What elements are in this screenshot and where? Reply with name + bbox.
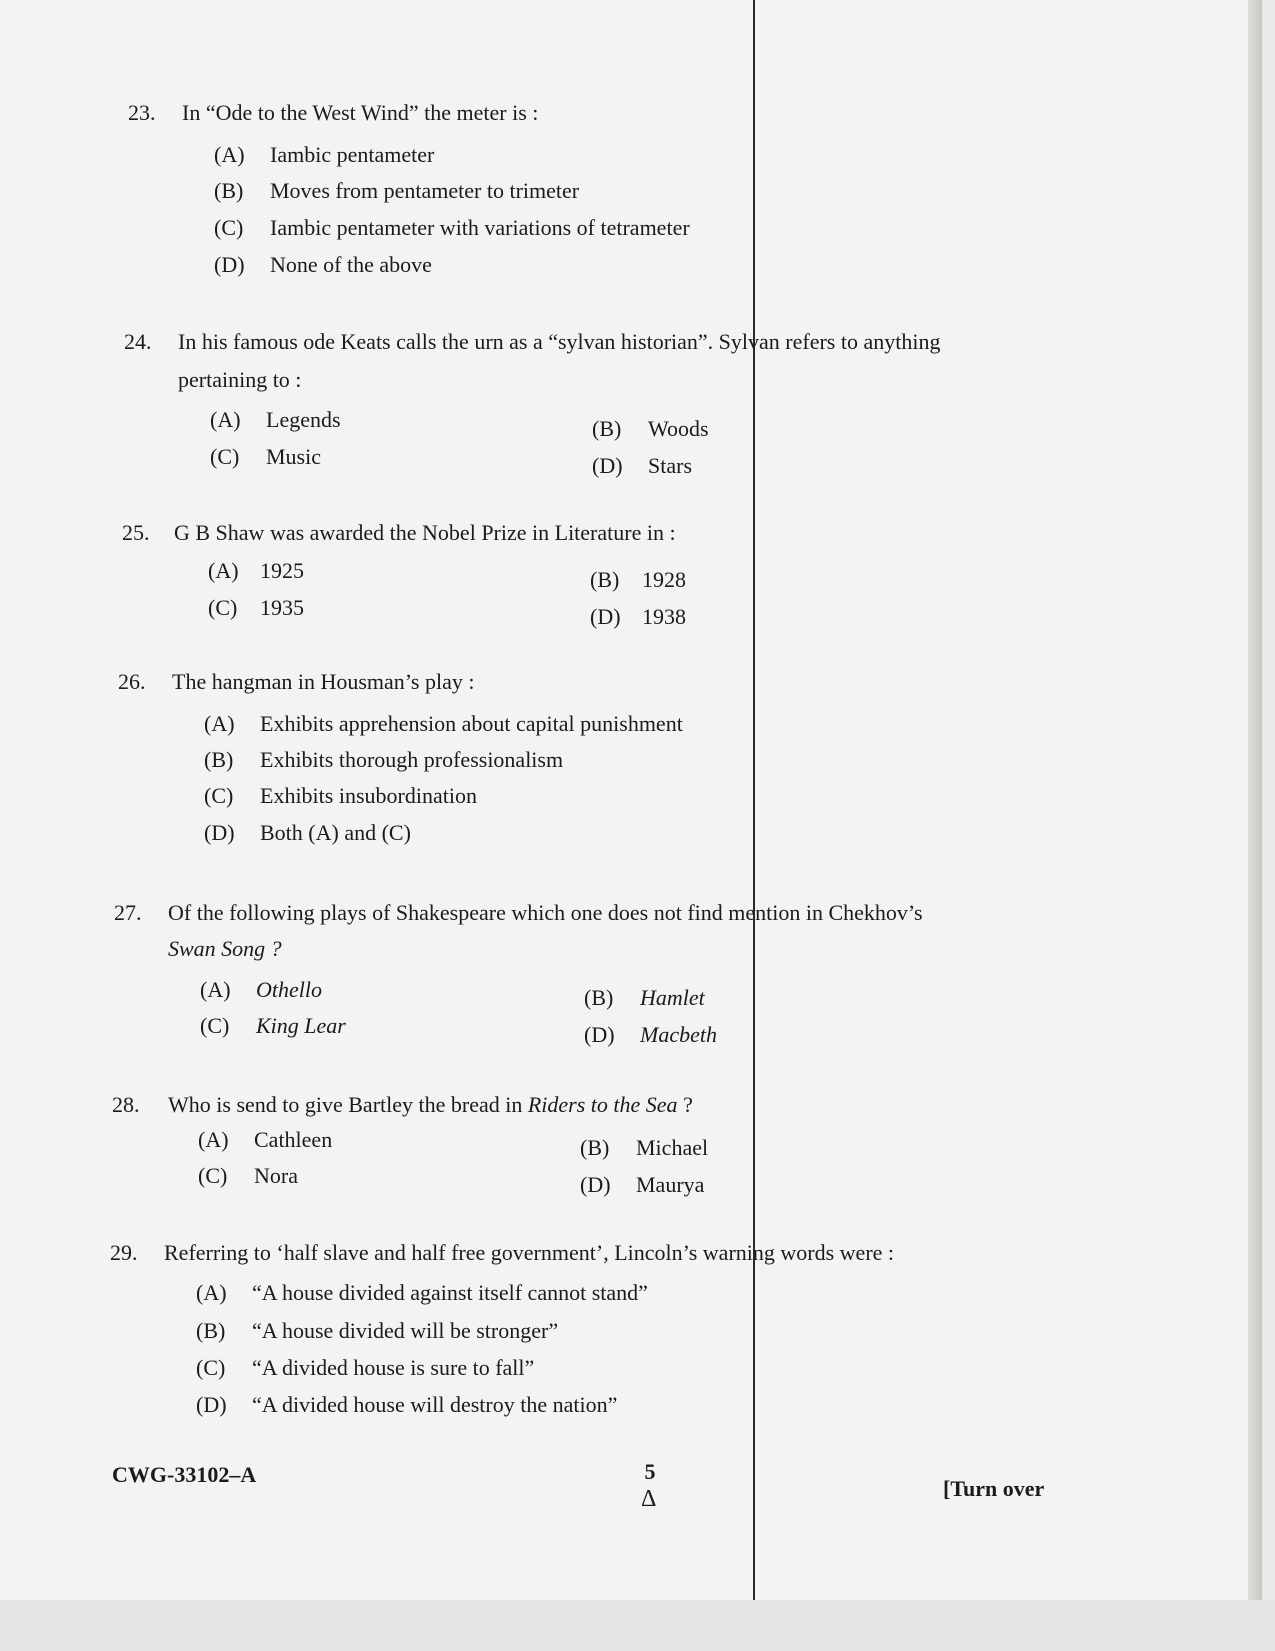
page-number: 5 [644,1459,656,1484]
option-letter: (D) [584,1022,615,1047]
question-number: 28. [112,1092,140,1117]
option-letter: (A) [214,142,245,167]
question-number: 26. [118,669,146,694]
option-text: Exhibits insubordination [260,783,477,808]
question-text: In his famous ode Keats calls the urn as a “sylvan historian”. Sylvan refers to anything [178,329,941,354]
option-letter: (A) [204,711,235,736]
option-26-a [204,709,683,739]
question-number: 23. [128,100,156,125]
option-23-a [214,140,434,170]
option-letter: (C) [208,595,238,620]
question-text-part: Who is send to give Bartley the bread in [168,1092,528,1117]
option-letter: (D) [214,252,245,277]
option-letter: (B) [590,567,620,592]
option-24-d [592,451,692,481]
question-text: The hangman in Housman’s play : [172,669,475,694]
option-27-d [584,1020,717,1050]
option-text: “A house divided against itself cannot stand” [252,1280,648,1305]
option-text: Iambic pentameter with variations of tetrameter [270,215,690,240]
option-25-a [208,556,304,586]
question-text-continued: Swan Song ? [168,936,282,961]
option-26-b [204,745,563,775]
option-letter: (C) [214,215,244,240]
page-fold-line [753,0,755,1600]
option-letter: (D) [592,453,623,478]
option-text: “A house divided will be stronger” [252,1318,559,1343]
option-27-b [584,983,705,1013]
question-text: In “Ode to the West Wind” the meter is : [182,100,539,125]
option-letter: (B) [196,1318,226,1343]
turn-over-label: [Turn over [943,1476,1045,1501]
play-title: Riders to the Sea [527,1092,678,1117]
option-23-d [214,250,432,280]
option-letter: (D) [580,1172,611,1197]
question-text: Of the following plays of Shakespeare which one does not find mention in Chekhov’s [168,900,923,925]
option-28-a [198,1125,332,1155]
option-letter: (D) [590,604,621,629]
option-letter: (B) [214,178,244,203]
option-letter: (D) [204,820,235,845]
option-24-a [210,405,341,435]
option-26-d [204,818,411,848]
question-text: G B Shaw was awarded the Nobel Prize in Literature in : [174,520,676,545]
option-letter: (C) [200,1013,230,1038]
option-text: 1935 [260,595,304,620]
scan-bottom-margin [0,1600,1275,1651]
question-text-part: ? [677,1092,693,1117]
option-text: “A divided house will destroy the nation” [252,1392,618,1417]
question-number: 27. [114,900,142,925]
option-letter: (B) [580,1135,610,1160]
option-25-c [208,593,304,623]
option-text: None of the above [270,252,432,277]
option-28-c [198,1161,298,1191]
option-text: Both (A) and (C) [260,820,411,845]
option-29-d [196,1390,617,1420]
option-text: Michael [636,1135,709,1160]
option-24-c [210,442,321,472]
option-text: Exhibits thorough professionalism [260,747,564,772]
option-text: Legends [266,407,341,432]
question-text: Referring to ‘half slave and half free government’, Lincoln’s warning words were : [164,1240,895,1265]
option-26-c [204,781,477,811]
option-text: Woods [648,416,709,441]
option-text: Macbeth [640,1022,717,1047]
question-number: 24. [124,329,152,354]
option-29-c [196,1353,534,1383]
option-text: Moves from pentameter to trimeter [270,178,580,203]
option-letter: (A) [196,1280,227,1305]
option-letter: (B) [592,416,622,441]
option-letter: (B) [584,985,614,1010]
option-letter: (C) [210,444,240,469]
option-text: 1938 [642,604,686,629]
option-text: Hamlet [640,985,705,1010]
option-25-b [590,565,686,595]
option-letter: (C) [198,1163,228,1188]
option-text: Iambic pentameter [270,142,435,167]
question-text-continued: pertaining to : [178,367,302,392]
option-text: 1928 [642,567,686,592]
option-letter: (A) [200,977,231,1002]
option-text: Stars [648,453,692,478]
option-letter: (A) [198,1127,229,1152]
option-text: Exhibits apprehension about capital punishment [260,711,683,736]
option-letter: (C) [204,783,234,808]
option-letter: (B) [204,747,234,772]
option-27-a [200,975,322,1005]
delta-mark: Δ [641,1486,657,1512]
option-23-c [214,213,690,243]
option-letter: (C) [196,1355,226,1380]
option-letter: (A) [210,407,241,432]
option-text: Cathleen [254,1127,333,1152]
option-text: Music [266,444,321,469]
option-text: Nora [254,1163,298,1188]
option-24-b [592,414,709,444]
option-29-b [196,1316,558,1346]
question-text [168,1090,693,1120]
option-27-c [200,1011,346,1041]
option-text: Maurya [636,1172,705,1197]
option-29-a [196,1278,648,1308]
option-letter: (A) [208,558,239,583]
paper-code: CWG-33102–A [112,1462,257,1487]
option-text: Othello [256,977,322,1002]
question-number: 29. [110,1240,138,1265]
option-letter: (D) [196,1392,227,1417]
option-text: King Lear [256,1013,346,1038]
option-28-d [580,1170,704,1200]
option-text: “A divided house is sure to fall” [252,1355,535,1380]
option-28-b [580,1133,708,1163]
page-edge-shadow [1248,0,1262,1600]
option-25-d [590,602,686,632]
question-number: 25. [122,520,150,545]
option-text: 1925 [260,558,304,583]
option-23-b [214,176,579,206]
